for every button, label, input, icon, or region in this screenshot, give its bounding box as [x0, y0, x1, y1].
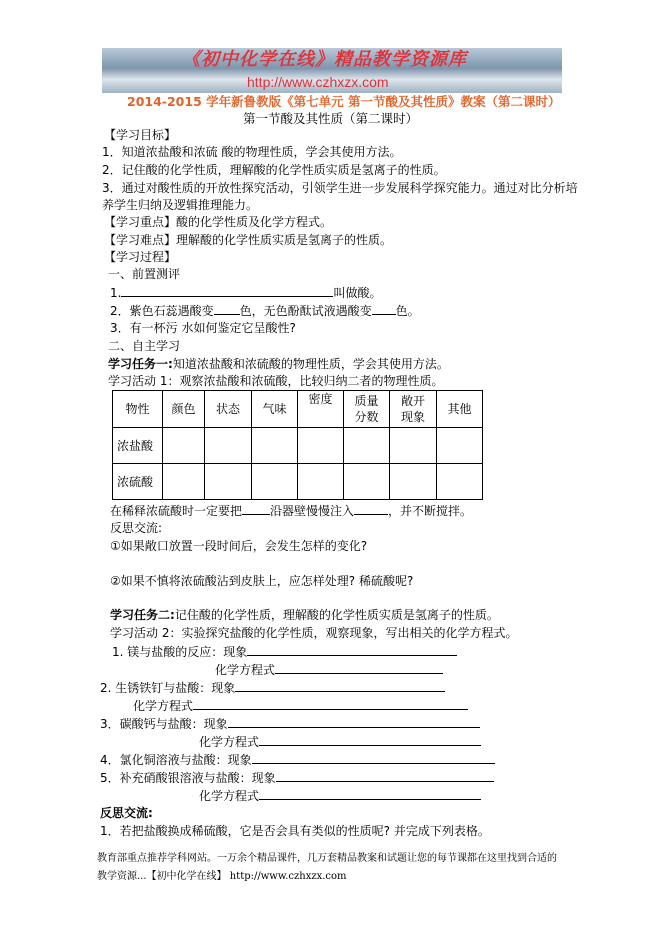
table-header: 密度	[298, 391, 344, 428]
task2	[110, 607, 499, 623]
table-header: 物性	[113, 391, 163, 428]
equation-2	[133, 697, 468, 713]
table-cell[interactable]	[205, 428, 252, 464]
equation-blank[interactable]	[275, 661, 443, 674]
equation-3	[199, 733, 481, 749]
table-cell[interactable]	[344, 428, 390, 464]
answer-blank[interactable]	[354, 502, 388, 515]
q1-number: 1.	[110, 286, 122, 300]
q1-tail: 叫做酸。	[333, 286, 382, 300]
table-cell[interactable]	[252, 464, 298, 500]
banner-title: 《初中化学在线》精品教学资源库	[182, 49, 467, 70]
reflect2-q1: 1．若把盐酸换成稀硫酸，它是否会具有类似的性质呢? 并完成下列表格。	[100, 824, 490, 838]
goal-item: 3．通过对酸性质的开放性探究活动，引领学生进一步发展科学探究能力。通过对比分析培	[102, 181, 578, 195]
reaction-3	[100, 715, 480, 731]
site-banner	[102, 48, 562, 93]
phenomenon-blank[interactable]	[228, 715, 480, 728]
table-cell[interactable]	[390, 464, 437, 500]
table-cell[interactable]	[437, 464, 483, 500]
table-cell[interactable]	[298, 464, 344, 500]
table-row	[113, 464, 483, 500]
phenomenon-blank[interactable]	[276, 769, 494, 782]
reaction-label: 3．碳酸钙与盐酸：现象	[100, 717, 228, 731]
q2-text: 2．紫色石蕊遇酸变	[110, 304, 214, 318]
preview-q1	[110, 284, 381, 300]
document-title: 2014-2015 学年新鲁教版《第七单元 第一节酸及其性质》教案（第二课时）	[127, 94, 561, 109]
phenomenon-blank[interactable]	[235, 679, 445, 692]
reaction-label: 2. 生锈铁钉与盐酸：现象	[100, 681, 236, 695]
table-header: 质量 分数	[344, 391, 390, 428]
phenomenon-blank[interactable]	[247, 643, 457, 656]
footer-link[interactable]: http://www.czhxzx.com	[229, 871, 347, 882]
reflect1-heading: 反思交流:	[110, 521, 163, 535]
q2-text: 色。	[395, 304, 420, 318]
phenomenon-blank[interactable]	[252, 751, 495, 764]
focus-line	[104, 214, 332, 230]
table-header: 敞开 现象	[390, 391, 437, 428]
goals-heading: 【学习目标】	[104, 128, 177, 142]
preview-heading: 一、前置测评	[108, 267, 181, 281]
table-header: 颜色	[163, 391, 205, 428]
difficulty-text: 理解酸的化学性质实质是氢离子的性质。	[176, 233, 393, 247]
answer-blank[interactable]	[121, 284, 333, 297]
reflect1-q1: ①如果敞口放置一段时间后，会发生怎样的变化?	[110, 539, 368, 553]
reaction-4	[100, 751, 495, 767]
table-header: 气味	[252, 391, 298, 428]
physical-properties-table	[112, 390, 483, 500]
activity1: 学习活动 1：观察浓盐酸和浓硫酸，比较归纳二者的物理性质。	[108, 374, 444, 388]
table-cell[interactable]	[205, 464, 252, 500]
goal-item: 养学生归纳及逻辑推理能力。	[102, 198, 259, 212]
reaction-2	[100, 679, 445, 695]
document-subtitle: 第一节酸及其性质（第二课时）	[242, 111, 418, 126]
equation-blank[interactable]	[259, 787, 481, 800]
table-cell[interactable]	[437, 428, 483, 464]
dilute-text: 在稀释浓硫酸时一定要把	[110, 504, 243, 518]
task1-label: 学习任务一:	[108, 357, 173, 371]
reaction-1	[112, 643, 457, 659]
footer-line2	[97, 869, 347, 885]
table-cell[interactable]	[252, 428, 298, 464]
dilute-text: 沿器壁慢慢注入	[270, 504, 355, 518]
equation-5	[199, 787, 481, 803]
task1-text: 知道浓盐酸和浓硫酸的物理性质，学会其使用方法。	[172, 357, 449, 371]
table-row	[113, 428, 483, 464]
table-header: 其他	[437, 391, 483, 428]
equation-label: 化学方程式	[199, 735, 260, 749]
reflect1-q2: ②如果不慎将浓硫酸沾到皮肤上，应怎样处理? 稀硫酸呢?	[110, 574, 414, 588]
reflect2-heading: 反思交流:	[100, 806, 153, 820]
goal-item: 2．记住酸的化学性质，理解酸的化学性质实质是氢离子的性质。	[102, 163, 446, 177]
reaction-label: 4．氯化铜溶液与盐酸：现象	[100, 753, 252, 767]
dilute-text: ，并不断搅拌。	[388, 504, 473, 518]
table-cell[interactable]	[390, 428, 437, 464]
answer-blank[interactable]	[242, 502, 270, 515]
self-study-heading: 二、自主学习	[108, 339, 181, 353]
row-label: 浓硫酸	[113, 464, 163, 500]
reaction-5	[100, 769, 494, 785]
q2-text: 色，无色酚酞试液遇酸变	[239, 304, 372, 318]
focus-text: 酸的化学性质及化学方程式。	[176, 215, 333, 229]
table-cell[interactable]	[298, 428, 344, 464]
process-heading: 【学习过程】	[104, 250, 177, 264]
table-header: 状态	[205, 391, 252, 428]
task1	[108, 356, 449, 372]
task2-label: 学习任务二:	[110, 608, 175, 622]
equation-label: 化学方程式	[133, 699, 194, 713]
banner-url[interactable]: http://www.czhxzx.com	[247, 74, 389, 90]
table-header-row	[113, 391, 483, 428]
answer-blank[interactable]	[214, 302, 240, 315]
equation-label: 化学方程式	[215, 663, 276, 677]
equation-blank[interactable]	[259, 733, 481, 746]
difficulty-line	[104, 232, 392, 248]
footer-text: 教学资源...【初中化学在线】	[97, 871, 227, 882]
equation-label: 化学方程式	[199, 789, 260, 803]
equation-1	[215, 661, 443, 677]
preview-q2	[110, 302, 420, 318]
reaction-label: 1. 镁与盐酸的反应：现象	[112, 645, 248, 659]
table-cell[interactable]	[344, 464, 390, 500]
table-cell[interactable]	[163, 428, 205, 464]
focus-label: 【学习重点】	[104, 215, 177, 229]
reaction-label: 5．补充硝酸银溶液与盐酸：现象	[100, 771, 276, 785]
difficulty-label: 【学习难点】	[104, 233, 177, 247]
answer-blank[interactable]	[372, 302, 396, 315]
goal-item: 1．知道浓盐酸和浓硫 酸的物理性质，学会其使用方法。	[102, 145, 402, 159]
row-label: 浓盐酸	[113, 428, 163, 464]
dilute-line	[110, 502, 472, 518]
table-cell[interactable]	[163, 464, 205, 500]
activity2: 学习活动 2：实验探究盐酸的化学性质，观察现象，写出相关的化学方程式。	[110, 626, 518, 640]
footer-line1: 教育部重点推荐学科网站。一万余个精品课件，几万套精品教案和试题让您的每节课都在这里找到合适的	[97, 853, 557, 864]
equation-blank[interactable]	[193, 697, 468, 710]
task2-text: 记住酸的化学性质，理解酸的化学性质实质是氢离子的性质。	[174, 608, 499, 622]
preview-q3: 3．有一杯污 水如何鉴定它呈酸性?	[110, 321, 296, 335]
